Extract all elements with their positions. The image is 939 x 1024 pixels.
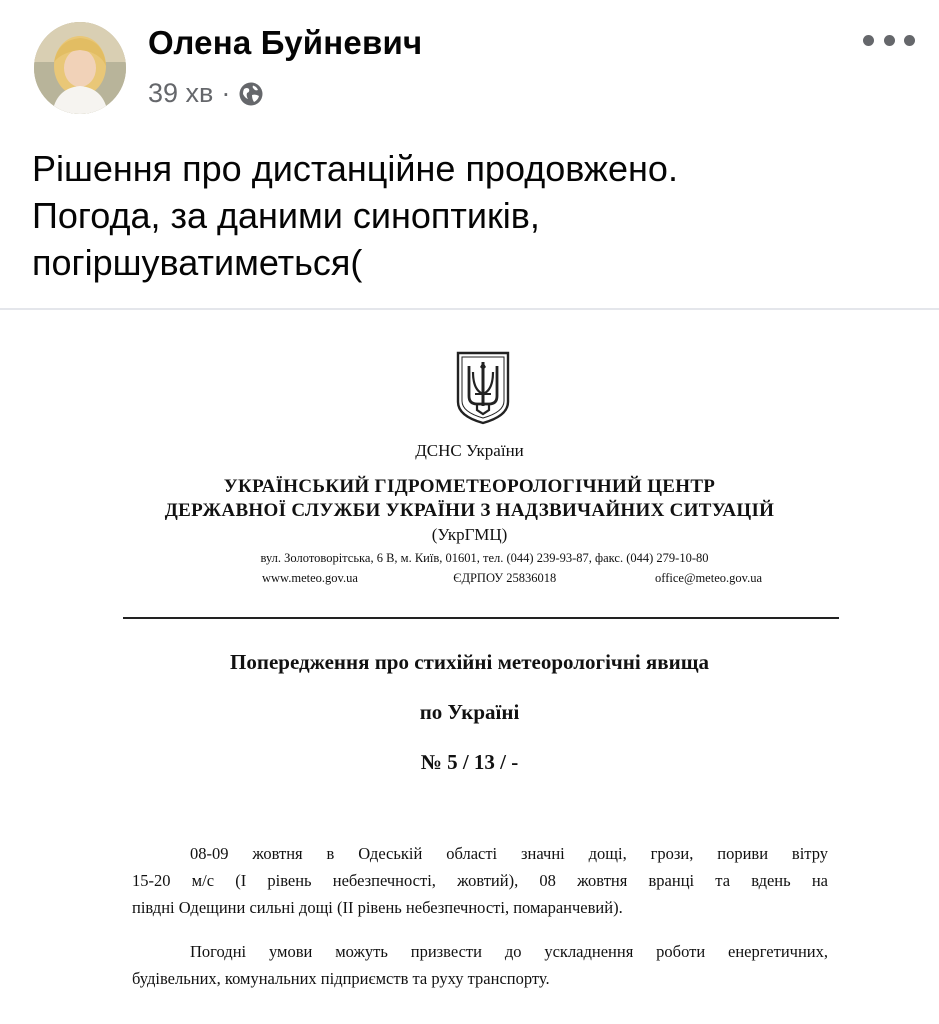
warning-paragraph-1 bbox=[132, 840, 828, 921]
center-edrpou: ЄДРПОУ 25836018 bbox=[453, 571, 557, 585]
warning-number: № 5 / 13 / - bbox=[420, 750, 519, 774]
post-text-line: Погода, за даними синоптиків, bbox=[32, 195, 540, 236]
more-options-button[interactable] bbox=[863, 28, 915, 52]
center-abbreviation: (УкрГМЦ) bbox=[431, 525, 508, 544]
post-text-line: погіршуватиметься( bbox=[32, 242, 363, 283]
center-email: office@meteo.gov.ua bbox=[655, 571, 762, 585]
center-name-line1: УКРАЇНСЬКИЙ ГІДРОМЕТЕОРОЛОГІЧНИЙ ЦЕНТР bbox=[223, 476, 716, 497]
more-dot-icon bbox=[863, 35, 874, 46]
post-text bbox=[32, 145, 912, 286]
attached-document-image[interactable] bbox=[0, 310, 939, 1024]
warning-subtitle: по Україні bbox=[419, 700, 520, 724]
meta-separator: · bbox=[221, 78, 231, 108]
center-contacts bbox=[262, 571, 762, 586]
agency-name: ДСНС України bbox=[415, 441, 524, 460]
avatar[interactable] bbox=[34, 22, 126, 114]
paragraph-line: будівельних, комунальних підприємств та руху транспорту. bbox=[132, 969, 550, 988]
coat-of-arms-icon bbox=[455, 350, 511, 426]
paragraph-line: 15-20 м/с (I рівень небезпечності, жовтий), 08 жовтня вранці та вдень на bbox=[132, 871, 828, 890]
avatar-photo bbox=[34, 22, 126, 114]
post-meta bbox=[148, 78, 264, 109]
paragraph-line: Погодні умови можуть призвести до ускладнення роботи енергетичних, bbox=[190, 942, 828, 961]
center-address: вул. Золотоворітська, 6 В, м. Київ, 01601, тел. (044) 239-93-87, факс. (044) 279-10-80 bbox=[260, 551, 709, 565]
warning-title: Попередження про стихійні метеорологічні явища bbox=[230, 650, 709, 674]
center-name-line2: ДЕРЖАВНОЇ СЛУЖБИ УКРАЇНИ З НАДЗВИЧАЙНИХ СИТУАЦІЙ bbox=[164, 500, 775, 521]
post-text-line: Рішення про дистанційне продовжено. bbox=[32, 148, 678, 189]
paragraph-line: 08-09 жовтня в Одеській області значні дощі, грози, пориви вітру bbox=[190, 844, 828, 863]
header-rule bbox=[123, 617, 839, 619]
more-dot-icon bbox=[884, 35, 895, 46]
globe-icon bbox=[238, 81, 264, 107]
post-header bbox=[0, 0, 939, 130]
paragraph-line: півдні Одещини сильні дощі (II рівень небезпечності, помаранчевий). bbox=[132, 898, 623, 917]
center-website: www.meteo.gov.ua bbox=[262, 571, 358, 585]
post-time[interactable]: 39 хв bbox=[148, 78, 214, 108]
author-name[interactable]: Олена Буйневич bbox=[148, 24, 423, 61]
more-dot-icon bbox=[904, 35, 915, 46]
warning-paragraph-2 bbox=[132, 938, 828, 992]
